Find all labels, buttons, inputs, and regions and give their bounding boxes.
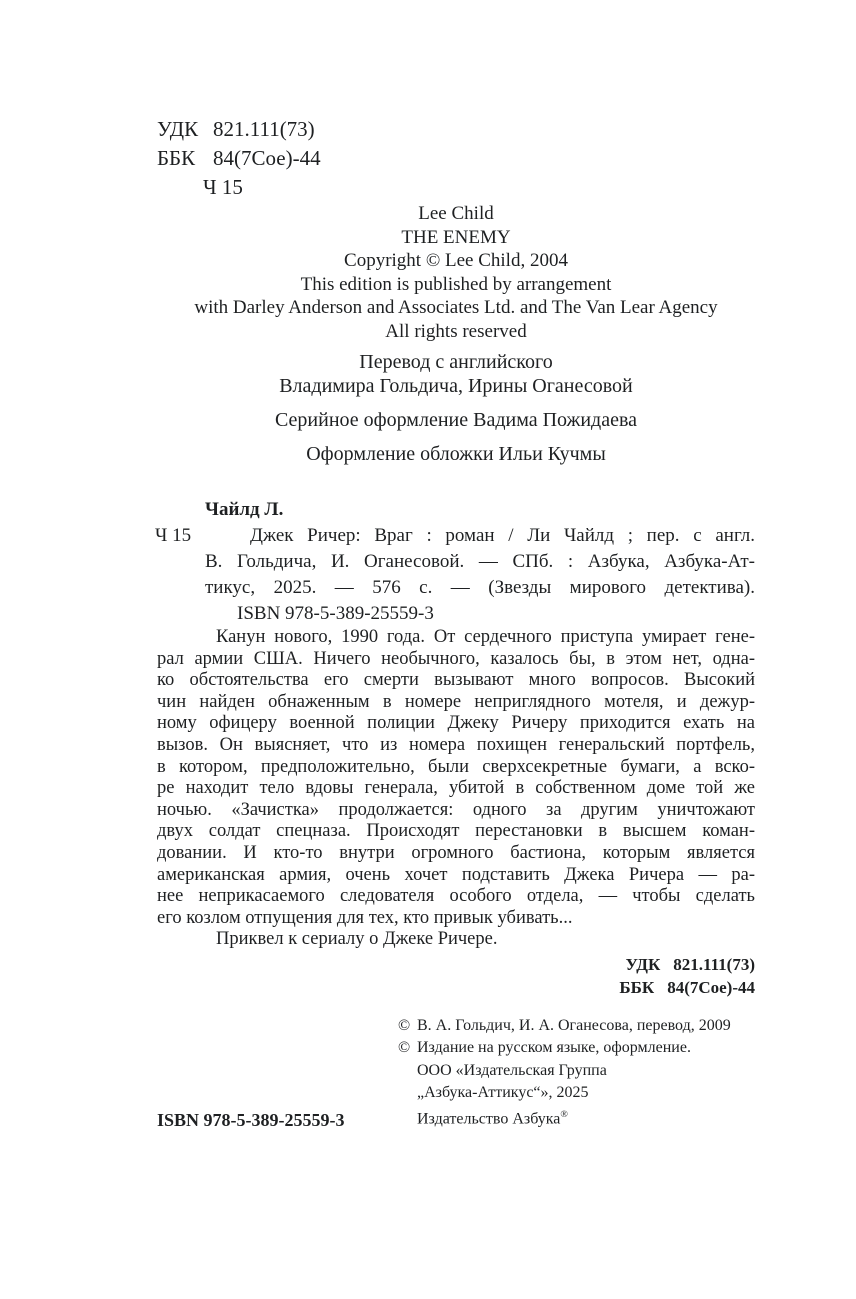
text-line: Канун нового, 1990 года. От сердечного приступа умирает гене- bbox=[216, 627, 755, 647]
publisher-group-lines bbox=[398, 1060, 731, 1105]
udk-footer-line bbox=[157, 953, 755, 976]
text-line: „Азбука-Аттикус“», 2025 bbox=[417, 1083, 589, 1101]
original-edition-block bbox=[157, 202, 755, 343]
udk-header-line bbox=[157, 115, 755, 144]
text-line: This edition is published by arrangement bbox=[300, 273, 612, 295]
publisher-name-line bbox=[398, 1104, 731, 1131]
text-line: with Darley Anderson and Associates Ltd. and The Van Lear Agency bbox=[194, 297, 718, 318]
bbk-footer-line bbox=[157, 976, 755, 999]
rights-block bbox=[398, 1015, 731, 1131]
bbk-footer-label: ББК bbox=[619, 977, 655, 997]
annotation-paragraph bbox=[157, 627, 755, 929]
text-line: ночью. «Зачистка» продолжается: одного за другим уничтожают bbox=[157, 799, 755, 820]
catalog-card bbox=[155, 497, 755, 627]
udk-footer-label: УДК bbox=[625, 954, 661, 974]
text-line: В. Гольдича, И. Оганесовой. — СПб. : Азбука, Азбука-Ат- bbox=[205, 551, 755, 572]
copyright-icon: © bbox=[398, 1016, 411, 1034]
catalog-card-author: Чайлд Л. bbox=[205, 499, 284, 520]
isbn-footer: ISBN 978-5-389-25559-3 bbox=[157, 1109, 345, 1130]
translation-copyright-line bbox=[398, 1015, 731, 1037]
text-line: ко обстоятельства его смерти вызывают много вопросов. Высокий bbox=[157, 670, 755, 691]
text-line: довании. И кто-то внутри огромного бастиона, которым является bbox=[157, 842, 755, 863]
text-line: THE ENEMY bbox=[401, 226, 511, 248]
classification-header bbox=[157, 115, 755, 202]
imprint-block bbox=[157, 1015, 755, 1131]
text-line: двух солдат спецназа. Происходят перестановки в высшем коман- bbox=[157, 821, 755, 842]
edition-copyright-line bbox=[398, 1037, 731, 1059]
text-line: ному офицеру военной полиции Джеку Ричеру приходится ехать на bbox=[157, 713, 755, 734]
text-line: Владимира Гольдича, Ирины Оганесовой bbox=[279, 374, 633, 397]
text-line: чин найден обнаженным в номере неприглядного мотеля, и дежур- bbox=[157, 691, 755, 712]
text-line: Перевод с английского bbox=[359, 351, 553, 373]
catalog-card-author-sign: Ч 15 bbox=[155, 525, 192, 546]
text-line: Lee Child bbox=[418, 203, 494, 224]
author-sign-header: Ч 15 bbox=[203, 175, 243, 199]
publisher-name: Издательство Азбука bbox=[417, 1110, 561, 1128]
udk-footer-value: 821.111(73) bbox=[673, 954, 755, 974]
text-line: ООО «Издательская Группа bbox=[417, 1061, 607, 1079]
bbk-header-line bbox=[157, 144, 755, 173]
registered-trademark-icon: ® bbox=[560, 1109, 568, 1121]
text-line: Джек Ричер: Враг : роман / Ли Чайлд ; пер. с англ. bbox=[250, 525, 755, 546]
bbk-footer-value: 84(7Сое)-44 bbox=[667, 977, 755, 997]
udk-header-value: 821.111(73) bbox=[213, 117, 315, 141]
translation-credit bbox=[157, 351, 755, 398]
catalog-card-isbn: ISBN 978-5-389-25559-3 bbox=[237, 603, 434, 624]
text-line: его козлом отпущения для тех, кто привык убивать... bbox=[157, 907, 573, 928]
text-line: ре находит тело вдовы генерала, убитой в собственном доме той же bbox=[157, 778, 755, 799]
cover-design-credit: Оформление обложки Ильи Кучмы bbox=[306, 442, 606, 465]
text-line: All rights reserved bbox=[385, 320, 527, 342]
catalog-card-description bbox=[205, 523, 755, 601]
text-line: в котором, предположительно, были сверхсекретные бумаги, а вско- bbox=[157, 756, 755, 777]
text-line: Copyright © Lee Child, 2004 bbox=[344, 250, 568, 271]
edition-copyright-text: Издание на русском языке, оформление. bbox=[417, 1039, 691, 1057]
bbk-header-value: 84(7Сое)-44 bbox=[213, 146, 321, 170]
text-line: тикус, 2025. — 576 с. — (Звезды мирового детектива). bbox=[205, 577, 755, 598]
classification-footer bbox=[157, 953, 755, 999]
text-line: нее неприкасаемого следователя особого отдела, — чтобы сделать bbox=[157, 886, 755, 907]
text-line: американская армия, очень хочет подставить Джека Ричера — ра- bbox=[157, 864, 755, 885]
text-line: вызов. Он выясняет, что из номера похищен генеральский портфель, bbox=[157, 734, 755, 755]
translation-copyright-text: В. А. Гольдич, И. А. Оганесова, перевод, 2009 bbox=[417, 1016, 731, 1034]
copyright-icon: © bbox=[398, 1039, 411, 1057]
udk-header-label: УДК bbox=[157, 117, 199, 141]
text-line: рал армии США. Ничего необычного, казалось бы, в этом нет, одна- bbox=[157, 648, 755, 669]
series-design-credit: Серийное оформление Вадима Пожидаева bbox=[274, 409, 638, 431]
annotation-closing-line: Приквел к сериалу о Джеке Ричере. bbox=[216, 929, 498, 950]
bbk-header-label: ББК bbox=[157, 146, 196, 170]
